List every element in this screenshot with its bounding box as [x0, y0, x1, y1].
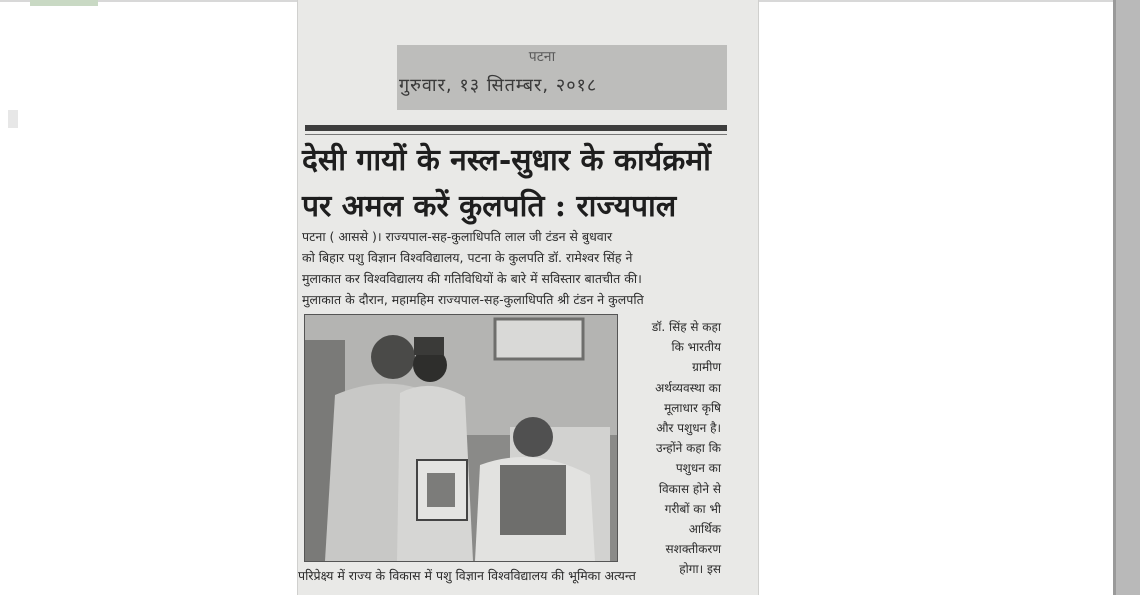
masthead-date: गुरुवार, १३ सितम्बर, २०१८: [399, 75, 598, 96]
scan-smudge: [8, 110, 18, 128]
scanner-lid-shadow: [1113, 0, 1116, 595]
article-lead: [302, 226, 726, 310]
article-headline: [302, 138, 742, 230]
body-line: मुलाकात कर विश्वविद्यालय की गतिविधियों के बारे में सविस्तार बातचीत की।: [302, 271, 642, 286]
newspaper-clipping: [297, 0, 759, 595]
article-continuation: [298, 566, 728, 586]
masthead-city: पटना: [528, 49, 556, 65]
headline-line-1: देसी गायों के नस्ल-सुधार के कार्यक्रमों: [302, 143, 711, 178]
body-line: को बिहार पशु विज्ञान विश्वविद्यालय, पटना के कुलपति डॉ. रामेश्वर सिंह ने: [302, 250, 633, 265]
side-line: पशुधन का: [675, 461, 721, 476]
masthead-band: [397, 45, 727, 110]
side-line: सशक्तीकरण: [665, 542, 721, 557]
article-side-column: [626, 317, 721, 580]
side-line: आर्थिक: [688, 522, 721, 537]
side-line: ग्रामीण: [692, 360, 721, 375]
scan-corner-mark: [30, 0, 98, 6]
side-line: उन्होंने कहा कि: [656, 441, 721, 456]
side-line: होगा। इस: [679, 562, 721, 577]
bottom-line: परिप्रेक्ष्य में राज्य के विकास में पशु विज्ञान विश्वविद्यालय की भूमिका अत्यन्त: [298, 568, 636, 583]
side-line: कि भारतीय: [671, 340, 721, 355]
headline-rule: [305, 125, 727, 131]
side-line: अर्थव्यवस्था का: [655, 380, 721, 395]
headline-rule-thin: [305, 134, 727, 135]
body-line: मुलाकात के दौरान, महामहिम राज्यपाल-सह-कुलाधिपति श्री टंडन ने कुलपति: [302, 292, 644, 307]
side-line: विकास होने से: [658, 481, 721, 496]
side-line: मूलाधार कृषि: [664, 400, 721, 415]
news-photo: [304, 314, 618, 562]
photo-scene: [305, 315, 617, 561]
scanner-lid-edge: [1113, 0, 1140, 595]
side-line: और पशुधन है।: [656, 421, 721, 436]
side-line: डॉ. सिंह से कहा: [651, 320, 721, 334]
headline-line-2: पर अमल करें कुलपति : राज्यपाल: [302, 189, 677, 224]
body-line: पटना ( आससे )। राज्यपाल-सह-कुलाधिपति लाल जी टंडन से बुधवार: [302, 229, 613, 244]
side-line: गरीबों का भी: [664, 501, 721, 516]
